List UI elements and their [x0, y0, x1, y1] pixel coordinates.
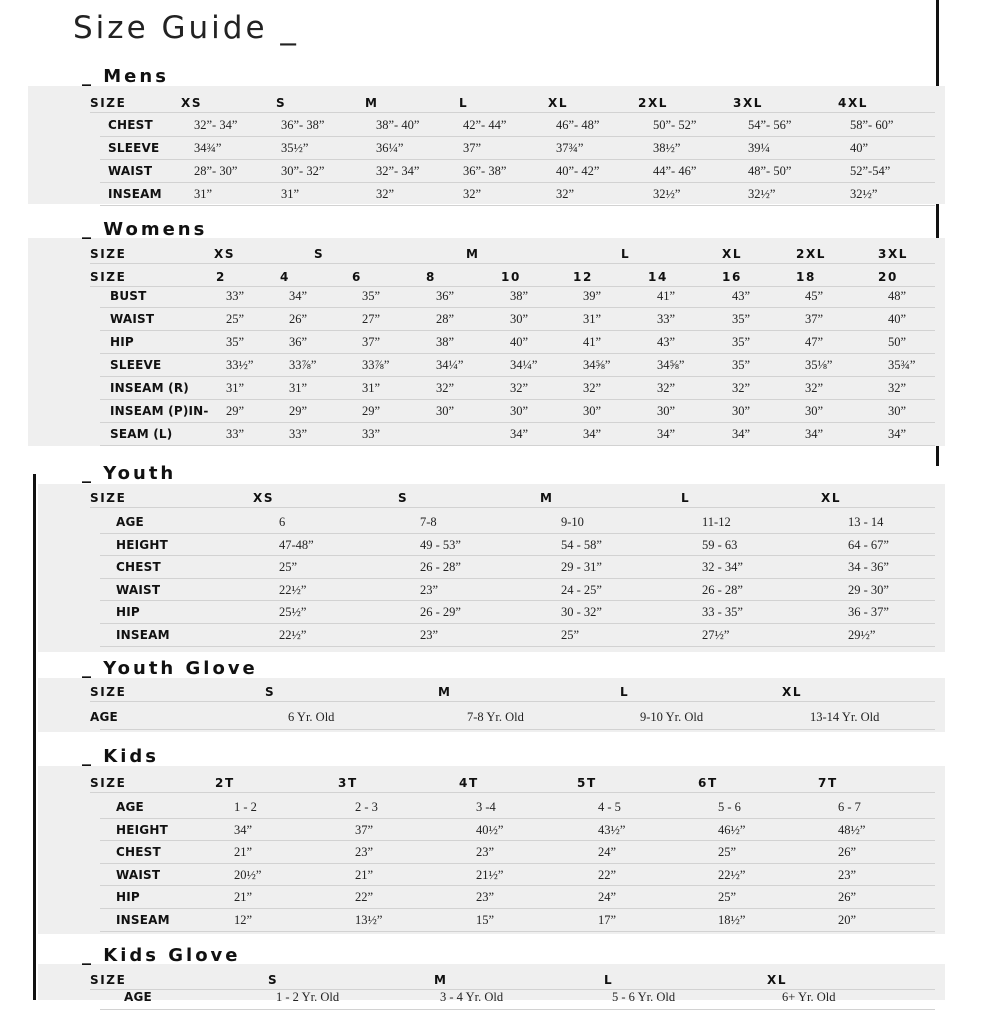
mens-row-divider — [100, 205, 935, 206]
mens-size-heading: 3XL — [733, 96, 764, 110]
mens-cell: 32½” — [748, 187, 776, 201]
womens-row-divider — [100, 399, 935, 400]
womens-cell: 32” — [888, 381, 907, 395]
womens-row-label: SEAM (L) — [110, 427, 173, 441]
womens-row-divider — [100, 307, 935, 308]
mens-cell: 32½” — [653, 187, 681, 201]
youth_glove-size-heading: M — [438, 685, 452, 699]
mens-cell: 28”- 30” — [194, 164, 238, 178]
youth-cell: 25” — [561, 628, 580, 642]
kids_glove-title: _ Kids Glove — [82, 945, 241, 966]
youth-row-divider — [100, 555, 935, 556]
youth-row-label: INSEAM — [116, 628, 170, 642]
womens-cell: 34” — [732, 427, 751, 441]
youth-cell: 25” — [279, 560, 298, 575]
mens-cell: 32”- 34” — [376, 164, 420, 178]
womens-cell: 30” — [510, 404, 529, 418]
womens-cell: 37” — [805, 312, 824, 326]
youth_glove-size-label: SIZE — [90, 685, 127, 699]
womens-row-divider — [90, 286, 935, 287]
womens-size-heading: M — [466, 247, 480, 261]
kids-cell: 3 -4 — [476, 800, 496, 814]
youth-band — [38, 484, 945, 652]
mens-cell: 32” — [376, 187, 395, 201]
mens-cell: 48”- 50” — [748, 164, 792, 178]
womens-cell: 34” — [805, 427, 824, 441]
womens-cell: 50” — [888, 335, 907, 349]
kids-cell: 25” — [718, 890, 737, 905]
womens-row-label: BUST — [110, 289, 147, 303]
womens-row-divider — [100, 376, 935, 377]
mens-cell: 35½” — [281, 141, 309, 155]
mens-cell: 36”- 38” — [463, 164, 507, 178]
kids-row-divider — [100, 840, 935, 841]
kids_glove-size-heading: L — [604, 973, 614, 987]
youth-cell: 64 - 67” — [848, 537, 889, 552]
kids-cell: 17” — [598, 913, 617, 927]
womens-cell: 39” — [583, 289, 602, 303]
youth-cell: 26 - 29” — [420, 605, 461, 620]
kids-row-label: HEIGHT — [116, 822, 168, 837]
mens-cell: 40”- 42” — [556, 164, 600, 178]
kids-cell: 18½” — [718, 913, 746, 927]
mens-cell: 38½” — [653, 141, 681, 155]
kids-cell: 37” — [355, 822, 374, 837]
mens-cell: 54”- 56” — [748, 118, 792, 132]
youth_glove-size-heading: L — [620, 685, 630, 699]
mens-cell: 37” — [463, 141, 482, 155]
mens-cell: 38”- 40” — [376, 118, 420, 132]
youth_glove-row-label: AGE — [90, 710, 118, 724]
womens-cell: 33½” — [226, 358, 254, 372]
womens-cell: 30” — [805, 404, 824, 418]
womens-row-divider — [100, 422, 935, 423]
kids-cell: 24” — [598, 890, 617, 905]
left-divider-line — [33, 474, 36, 1000]
womens-cell: 30” — [510, 312, 529, 326]
kids-size-heading: 4T — [459, 776, 479, 790]
womens-cell: 43” — [732, 289, 751, 303]
kids-row-divider — [90, 792, 935, 793]
kids-cell: 40½” — [476, 822, 504, 837]
kids_glove-size-heading: M — [434, 973, 448, 987]
kids-cell: 43½” — [598, 822, 626, 837]
mens-cell: 37¾” — [556, 141, 584, 155]
kids-row-divider — [100, 908, 935, 909]
kids-size-heading: 2T — [215, 776, 235, 790]
youth-size-heading: S — [398, 491, 409, 505]
youth-cell: 26 - 28” — [702, 582, 743, 597]
kids-cell: 21” — [234, 845, 253, 860]
womens-cell: 36” — [436, 289, 455, 303]
womens-cell: 40” — [888, 312, 907, 326]
mens-row-divider — [100, 136, 935, 137]
mens-row-label: INSEAM — [108, 187, 162, 201]
kids-row-label: AGE — [116, 800, 144, 814]
womens-cell: 33” — [226, 427, 245, 441]
youth-row-divider — [100, 623, 935, 624]
kids-cell: 26” — [838, 845, 857, 860]
womens-row-divider — [90, 263, 935, 264]
womens-cell: 35” — [732, 358, 751, 372]
mens-cell: 32”- 34” — [194, 118, 238, 132]
mens-cell: 44”- 46” — [653, 164, 697, 178]
kids-cell: 25” — [718, 845, 737, 860]
mens-cell: 31” — [194, 187, 213, 201]
womens-cell: 38” — [436, 335, 455, 349]
youth-cell: 33 - 35” — [702, 605, 743, 620]
womens-size-heading: 3XL — [878, 247, 909, 261]
kids-size-heading: 7T — [818, 776, 838, 790]
womens-cell: 45” — [805, 289, 824, 303]
mens-row-label: SLEEVE — [108, 141, 160, 155]
womens-row-label: HIP — [110, 335, 134, 349]
womens-cell: 34” — [657, 427, 676, 441]
kids-cell: 15” — [476, 913, 495, 927]
youth-cell: 23” — [420, 628, 439, 642]
youth-cell: 32 - 34” — [702, 560, 743, 575]
womens-cell: 34” — [289, 289, 308, 303]
youth-row-divider — [100, 533, 935, 534]
womens-size-heading: 20 — [878, 270, 898, 284]
kids-row-label: WAIST — [116, 867, 161, 882]
youth-cell: 25½” — [279, 605, 307, 620]
mens-cell: 36¼” — [376, 141, 404, 155]
womens-cell: 33” — [289, 427, 308, 441]
youth-row-label: WAIST — [116, 582, 161, 597]
kids-cell: 4 - 5 — [598, 800, 621, 814]
kids-cell: 46½” — [718, 822, 746, 837]
youth-cell: 13 - 14 — [848, 515, 884, 529]
womens-cell: 35” — [226, 335, 245, 349]
youth-row-label: HEIGHT — [116, 537, 168, 552]
kids-cell: 22½” — [718, 867, 746, 882]
womens-cell: 35” — [362, 289, 381, 303]
mens-row-divider — [90, 112, 935, 113]
kids-row-divider — [100, 863, 935, 864]
youth_glove-cell: 9-10 Yr. Old — [640, 710, 704, 724]
womens-row-label: INSEAM (P)IN- — [110, 404, 209, 418]
kids-size-heading: 5T — [577, 776, 597, 790]
kids-cell: 22” — [355, 890, 374, 905]
womens-size-heading: 2 — [216, 270, 226, 284]
youth-row-divider — [100, 600, 935, 601]
kids_glove-cell: 5 - 6 Yr. Old — [612, 990, 676, 1004]
womens-row-label: INSEAM (R) — [110, 381, 189, 395]
youth_glove-cell: 13-14 Yr. Old — [810, 710, 880, 724]
mens-cell: 32½” — [850, 187, 878, 201]
youth-cell: 22½” — [279, 628, 307, 642]
womens-cell: 34” — [510, 427, 529, 441]
mens-cell: 58”- 60” — [850, 118, 894, 132]
youth-row-divider — [90, 507, 935, 508]
youth-row-label: HIP — [116, 605, 140, 620]
womens-cell: 32” — [805, 381, 824, 395]
womens-cell: 29” — [362, 404, 381, 418]
kids-cell: 20½” — [234, 867, 262, 882]
womens-size-heading: 14 — [648, 270, 668, 284]
mens-row-label: WAIST — [108, 164, 153, 178]
kids-cell: 13½” — [355, 913, 383, 927]
womens-cell: 33” — [657, 312, 676, 326]
womens-cell: 34” — [583, 427, 602, 441]
womens-row-label: WAIST — [110, 312, 155, 326]
kids-cell: 5 - 6 — [718, 800, 741, 814]
womens-cell: 48” — [888, 289, 907, 303]
womens-cell: 34¼” — [510, 358, 538, 372]
kids-cell: 48½” — [838, 822, 866, 837]
kids-cell: 24” — [598, 845, 617, 860]
womens-cell: 35¾” — [888, 358, 916, 372]
youth-size-heading: M — [540, 491, 554, 505]
womens-size-heading: 2XL — [796, 247, 827, 261]
youth-size-label: SIZE — [90, 491, 127, 505]
mens-cell: 46”- 48” — [556, 118, 600, 132]
youth-cell: 11-12 — [702, 515, 731, 529]
womens-size-heading: 10 — [501, 270, 521, 284]
youth_glove-title: _ Youth Glove — [82, 658, 258, 679]
womens-cell: 31” — [583, 312, 602, 326]
womens-cell: 32” — [436, 381, 455, 395]
mens-band — [28, 86, 945, 204]
mens-cell: 42”- 44” — [463, 118, 507, 132]
womens-cell: 34⅝” — [657, 358, 685, 372]
youth_glove-size-heading: XL — [782, 685, 803, 699]
mens-cell: 32” — [463, 187, 482, 201]
womens-cell: 40” — [510, 335, 529, 349]
womens-cell: 37” — [362, 335, 381, 349]
womens-cell: 33” — [226, 289, 245, 303]
womens-cell: 31” — [362, 381, 381, 395]
womens-cell: 36” — [289, 335, 308, 349]
womens-size-heading: 12 — [573, 270, 593, 284]
youth-cell: 54 - 58” — [561, 537, 602, 552]
mens-title: _ Mens — [82, 66, 169, 87]
youth-cell: 49 - 53” — [420, 537, 461, 552]
kids-cell: 21½” — [476, 867, 504, 882]
mens-size-heading: M — [365, 96, 379, 110]
page-title: Size Guide _ — [73, 10, 299, 46]
womens-cell: 32” — [510, 381, 529, 395]
mens-size-heading: 4XL — [838, 96, 869, 110]
mens-row-label: CHEST — [108, 118, 153, 132]
kids-cell: 34” — [234, 822, 253, 837]
kids_glove-size-label: SIZE — [90, 973, 127, 987]
youth-cell: 6 — [279, 515, 286, 529]
womens-cell: 33⅞” — [362, 358, 390, 372]
youth-title: _ Youth — [82, 463, 177, 484]
womens-title: _ Womens — [82, 219, 208, 240]
mens-cell: 30”- 32” — [281, 164, 325, 178]
womens-size-heading: 18 — [796, 270, 816, 284]
mens-cell: 40” — [850, 141, 869, 155]
womens-cell: 30” — [732, 404, 751, 418]
kids_glove-size-heading: XL — [767, 973, 788, 987]
kids-title: _ Kids — [82, 746, 159, 767]
youth-cell: 29½” — [848, 628, 876, 642]
youth_glove-row-divider — [100, 729, 935, 730]
kids-cell: 21” — [355, 867, 374, 882]
mens-size-label: SIZE — [90, 96, 127, 110]
youth-cell: 36 - 37” — [848, 605, 889, 620]
youth-cell: 30 - 32” — [561, 605, 602, 620]
youth_glove-cell: 6 Yr. Old — [288, 710, 335, 724]
mens-cell: 31” — [281, 187, 300, 201]
youth-size-heading: XL — [821, 491, 842, 505]
mens-row-divider — [100, 182, 935, 183]
mens-cell: 39¼ — [748, 141, 770, 155]
youth-cell: 23” — [420, 582, 439, 597]
womens-size-label: SIZE — [90, 270, 127, 284]
youth-row-label: CHEST — [116, 560, 161, 575]
womens-cell: 30” — [888, 404, 907, 418]
womens-cell: 31” — [226, 381, 245, 395]
womens-cell: 43” — [657, 335, 676, 349]
mens-size-heading: XS — [181, 96, 203, 110]
kids_glove-row-label: AGE — [124, 990, 152, 1004]
mens-cell: 50”- 52” — [653, 118, 697, 132]
kids-cell: 1 - 2 — [234, 800, 257, 814]
kids_glove-cell: 3 - 4 Yr. Old — [440, 990, 504, 1004]
kids-cell: 23” — [476, 890, 495, 905]
womens-size-heading: XL — [722, 247, 743, 261]
womens-cell: 35” — [732, 312, 751, 326]
mens-size-heading: L — [459, 96, 469, 110]
womens-cell: 29” — [289, 404, 308, 418]
youth-row-label: AGE — [116, 515, 144, 529]
womens-cell: 26” — [289, 312, 308, 326]
womens-size-heading: 16 — [722, 270, 742, 284]
youth-cell: 9-10 — [561, 515, 584, 529]
womens-cell: 34⅝” — [583, 358, 611, 372]
youth-cell: 7-8 — [420, 515, 437, 529]
kids-cell: 26” — [838, 890, 857, 905]
youth_glove-size-heading: S — [265, 685, 276, 699]
womens-cell: 33” — [362, 427, 381, 441]
womens-size-label: SIZE — [90, 247, 127, 261]
mens-size-heading: S — [276, 96, 287, 110]
youth-cell: 22½” — [279, 582, 307, 597]
womens-cell: 38” — [510, 289, 529, 303]
womens-row-divider — [100, 445, 935, 446]
mens-cell: 52”-54” — [850, 164, 891, 178]
kids_glove-size-heading: S — [268, 973, 279, 987]
womens-cell: 30” — [657, 404, 676, 418]
womens-size-heading: 8 — [426, 270, 436, 284]
kids-cell: 23” — [355, 845, 374, 860]
mens-cell: 32” — [556, 187, 575, 201]
youth-cell: 24 - 25” — [561, 582, 602, 597]
womens-cell: 25” — [226, 312, 245, 326]
womens-row-label: SLEEVE — [110, 358, 162, 372]
kids-row-divider — [100, 931, 935, 932]
womens-cell: 41” — [657, 289, 676, 303]
kids-cell: 20” — [838, 913, 857, 927]
womens-cell: 35” — [732, 335, 751, 349]
womens-cell: 47” — [805, 335, 824, 349]
kids-cell: 2 - 3 — [355, 800, 378, 814]
kids_glove-cell: 1 - 2 Yr. Old — [276, 990, 340, 1004]
womens-size-heading: 6 — [352, 270, 362, 284]
womens-cell: 27” — [362, 312, 381, 326]
mens-size-heading: 2XL — [638, 96, 669, 110]
kids-cell: 12” — [234, 913, 253, 927]
youth_glove-cell: 7-8 Yr. Old — [467, 710, 524, 724]
youth-cell: 26 - 28” — [420, 560, 461, 575]
youth-cell: 29 - 31” — [561, 560, 602, 575]
womens-cell: 32” — [732, 381, 751, 395]
kids-row-divider — [100, 818, 935, 819]
kids-row-label: INSEAM — [116, 913, 170, 927]
womens-size-heading: 4 — [280, 270, 290, 284]
womens-cell: 32” — [583, 381, 602, 395]
womens-cell: 31” — [289, 381, 308, 395]
womens-cell: 35⅛” — [805, 358, 833, 372]
kids_glove-cell: 6+ Yr. Old — [782, 990, 836, 1004]
youth-size-heading: L — [681, 491, 691, 505]
kids-cell: 23” — [838, 867, 857, 882]
kids-size-label: SIZE — [90, 776, 127, 790]
youth-cell: 27½” — [702, 628, 730, 642]
womens-cell: 41” — [583, 335, 602, 349]
womens-cell: 33⅞” — [289, 358, 317, 372]
kids-row-divider — [100, 885, 935, 886]
womens-cell: 30” — [583, 404, 602, 418]
mens-size-heading: XL — [548, 96, 569, 110]
youth-row-divider — [100, 578, 935, 579]
womens-cell: 28” — [436, 312, 455, 326]
kids-row-label: CHEST — [116, 845, 161, 860]
womens-size-heading: L — [621, 247, 631, 261]
kids-cell: 6 - 7 — [838, 800, 861, 814]
womens-cell: 34” — [888, 427, 907, 441]
womens-cell: 32” — [657, 381, 676, 395]
kids-cell: 22” — [598, 867, 617, 882]
youth-cell: 34 - 36” — [848, 560, 889, 575]
mens-cell: 34¾” — [194, 141, 222, 155]
youth-row-divider — [100, 646, 935, 647]
womens-size-heading: S — [314, 247, 325, 261]
youth-cell: 29 - 30” — [848, 582, 889, 597]
kids-size-heading: 6T — [698, 776, 718, 790]
mens-row-divider — [100, 159, 935, 160]
youth-size-heading: XS — [253, 491, 275, 505]
kids-row-label: HIP — [116, 890, 140, 905]
kids-size-heading: 3T — [338, 776, 358, 790]
kids-cell: 23” — [476, 845, 495, 860]
youth-cell: 59 - 63 — [702, 537, 738, 552]
youth-cell: 47-48” — [279, 537, 314, 552]
womens-row-divider — [100, 353, 935, 354]
womens-cell: 34¼” — [436, 358, 464, 372]
mens-cell: 36”- 38” — [281, 118, 325, 132]
womens-cell: 30” — [436, 404, 455, 418]
kids-cell: 21” — [234, 890, 253, 905]
womens-cell: 29” — [226, 404, 245, 418]
womens-size-heading: XS — [214, 247, 236, 261]
womens-row-divider — [100, 330, 935, 331]
youth_glove-row-divider — [90, 701, 935, 702]
